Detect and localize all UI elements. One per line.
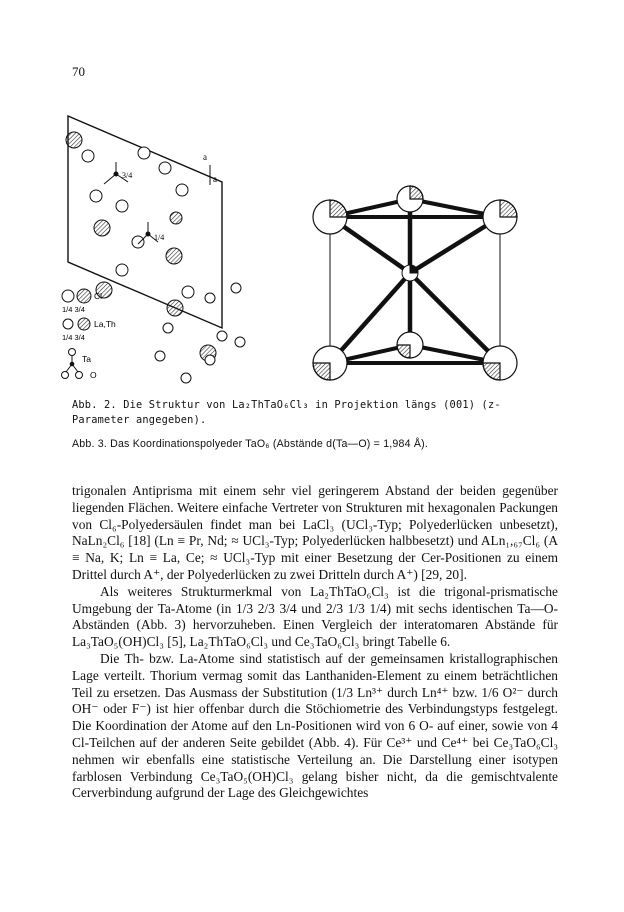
o-atom <box>163 323 173 333</box>
la-th-atom <box>116 200 128 212</box>
legend-la-th-label: La,Th <box>94 319 116 329</box>
body-text <box>72 483 558 802</box>
legend-ta-label: Ta <box>82 354 91 364</box>
legend-cl-z: 1/4 3/4 <box>62 305 85 314</box>
o-atom <box>397 332 423 358</box>
o-atom <box>235 337 245 347</box>
o-atom <box>205 355 215 365</box>
cl-atom <box>170 212 182 224</box>
paragraph: Als weiteres Strukturmerkmal von La₂ThTaO₆Cl₃ ist die trigonal-prismatische Umgebung der Ta-Atome (in 1/3 2/3 3/4 und 2/3 1/3 1/4) mit sechs identischen Ta—O-Abständen (Abb. 3) hervorzuheben. Einen Vergleich der interatomaren Abstände für La₃TaO₅(OH)Cl₃ [5], La₂ThTaO₆Cl₃ und Ce₃TaO₆Cl₃ bringt Tabelle 6. <box>72 583 558 650</box>
o-atom <box>483 200 517 234</box>
legend-hatched-circle <box>78 318 90 330</box>
o-atom <box>217 331 227 341</box>
legend-la-th-z: 1/4 3/4 <box>62 333 85 342</box>
cl-atom <box>167 300 183 316</box>
z-label: 3/4 <box>122 171 133 180</box>
la-th-atom <box>116 264 128 276</box>
cl-atom <box>66 132 82 148</box>
legend <box>62 289 117 380</box>
o-atom <box>181 373 191 383</box>
o-atom <box>205 293 215 303</box>
page-number: 70 <box>72 64 85 79</box>
axis-label-a-top: a <box>203 152 207 162</box>
ta-atom <box>402 265 418 281</box>
la-th-atom <box>90 190 102 202</box>
o-atom <box>397 186 423 212</box>
o-atom <box>313 200 347 234</box>
legend-open-circle <box>62 290 74 302</box>
structure-projection-figure <box>60 110 275 392</box>
la-th-atom <box>182 286 194 298</box>
legend-o-label: O <box>90 370 97 380</box>
o-atom <box>313 346 347 380</box>
la-th-atom <box>138 147 150 159</box>
o-atom <box>155 351 165 361</box>
legend-open-circle <box>63 319 73 329</box>
figure-2-caption: Abb. 2. Die Struktur von La₂ThTaO₆Cl₃ in Projektion längs (001) (z-Parameter angegeben). <box>72 399 501 426</box>
z-label: 1/4 <box>154 233 165 242</box>
axis-label-a-side: a <box>213 174 217 184</box>
paragraph: trigonalen Antiprisma mit einem sehr viel geringerem Abstand der beiden gegenüber liegenden Flächen. Weitere einfache Vertreter von Strukturen mit hexagonalen Packungen von Cl₆-Polyedersäulen findet man bei LaCl₃ (UCl₃-Typ; Polyederlücken unbesetzt), NaLn₂Cl₆ [18] (Ln ≡ Pr, Nd; ≈ UCl₃-Typ; Polyederlücken halbbesetzt) und ALn₁,₆₇Cl₆ (A ≡ Na, K; Ln ≡ La, Ce; ≈ UCl₃-Typ mit einer Besetzung der Cer-Positionen zu einem Drittel durch A⁺, der Polyederlücken zu zwei Dritteln durch A⁺) [29, 20]. <box>72 483 558 582</box>
la-th-atom <box>82 150 94 162</box>
legend-hatched-circle <box>77 289 91 303</box>
cl-atom <box>166 248 182 264</box>
legend-ta-symbol <box>62 349 83 379</box>
la-th-atom <box>176 184 188 196</box>
o-atom <box>483 346 517 380</box>
figure-3-caption: Abb. 3. Das Koordinationspolyeder TaO₆ (Abstände d(Ta—O) = 1,984 Å). <box>72 438 428 450</box>
paragraph: Die Th- bzw. La-Atome sind statistisch auf der gemeinsamen kristallographischen Lage verteilt. Thorium vermag somit das Lanthaniden-Element zu einem beträchtlichen Teil zu ersetzen. Das Ausmass der Substitution (1/3 Ln³⁺ durch Ln⁴⁺ bzw. 1/6 O²⁻ durch OH⁻ oder F⁻) ist hier offenbar durch die Stöchiometrie des Verbindungstyps festgelegt. Die Koordination der Atome auf den Ln-Positionen wird von 6 O- auf einer, sowie von 4 Cl-Teilchen auf der anderen Seite gebildet (Abb. 4). Für Ce³⁺ und Ce⁴⁺ bei Ce₃TaO₆Cl₃ nehmen wir ebenfalls eine statistische Verteilung an. Die Darstellung einer isotypen farblosen Verbindung Ce₃TaO₅(OH)Cl₃ gelang bisher nicht, da die gemischtvalente Cerverbindung aufgrund der Lage des Gleichgewichtes <box>72 650 558 801</box>
la-th-atom <box>159 162 171 174</box>
legend-cl-label: Cl <box>94 291 103 301</box>
cl-atom <box>94 220 110 236</box>
o-atom <box>231 283 241 293</box>
la-th-atom <box>132 236 144 248</box>
coordination-polyhedron-figure <box>300 185 530 395</box>
